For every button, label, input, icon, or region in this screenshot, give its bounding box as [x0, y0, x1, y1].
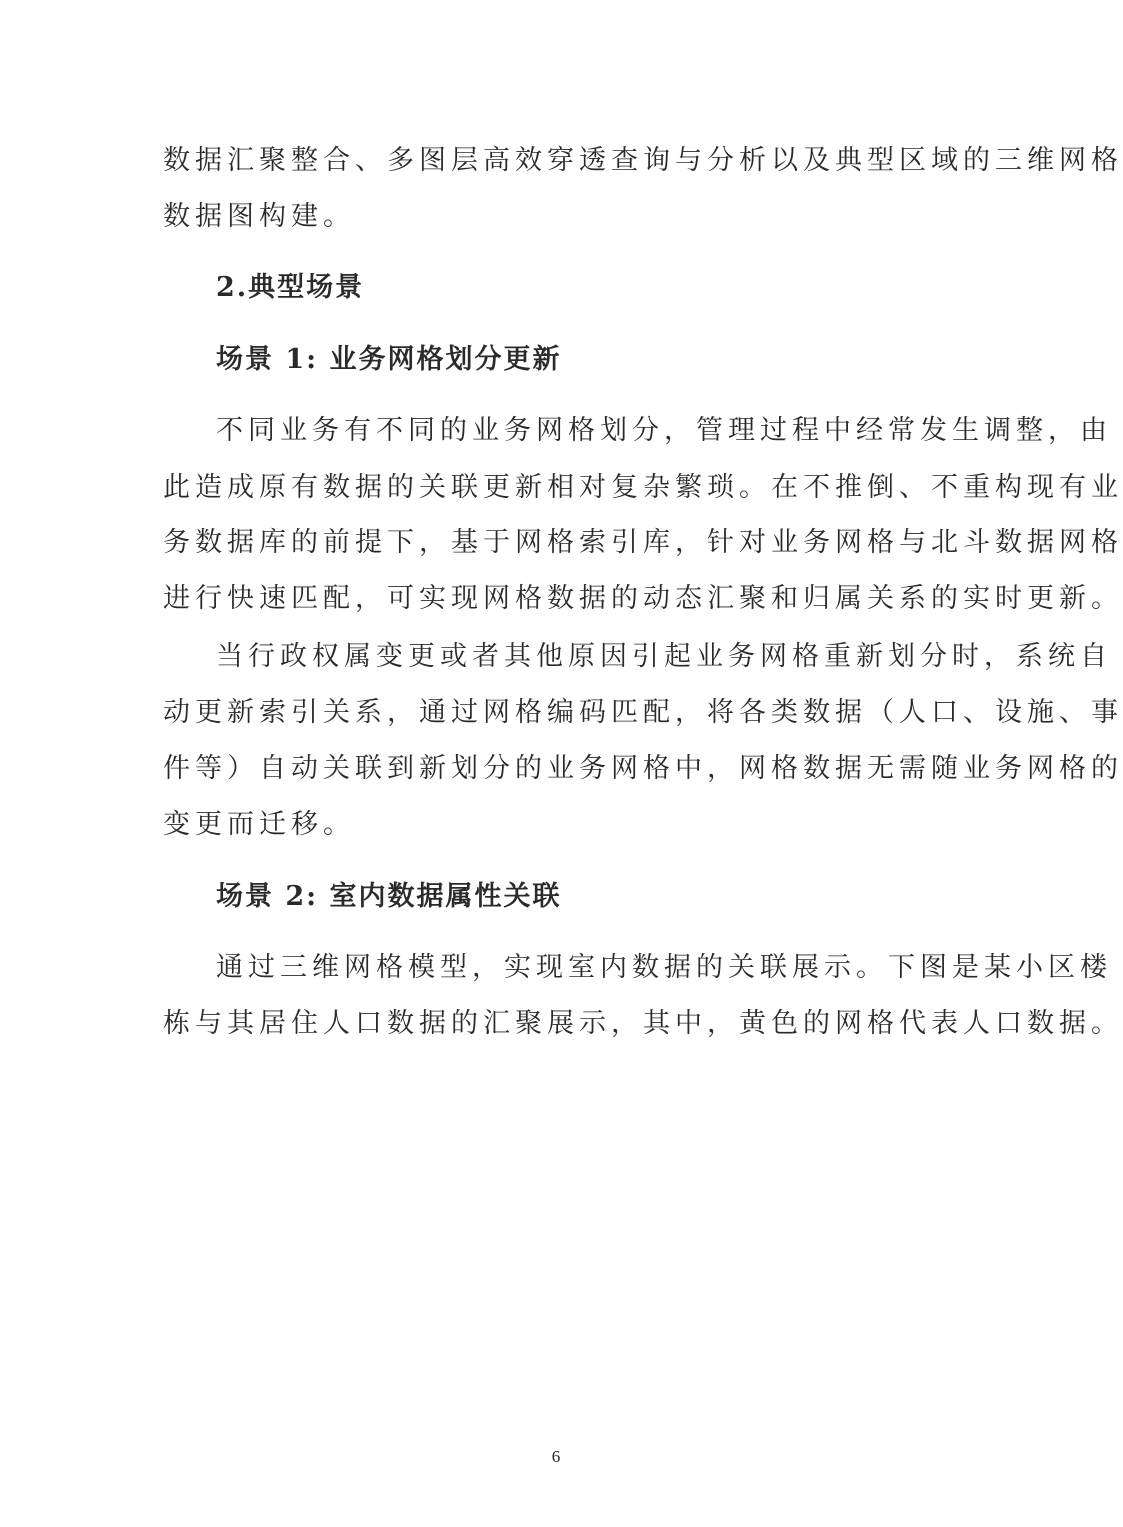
- scenario-1-paragraph-2-line-2: 动更新索引关系，通过网格编码匹配，将各类数据（人口、设施、事: [163, 697, 1123, 728]
- scenario-1-paragraph-1-line-4: 进行快速匹配，可实现网格数据的动态汇聚和归属关系的实时更新。: [163, 583, 1123, 614]
- page-number: 6: [551, 1447, 561, 1466]
- intro-paragraph-line-1: 数据汇聚整合、多图层高效穿透查询与分析以及典型区域的三维网格: [163, 145, 1123, 176]
- scenario-2-heading: 场景 2: 室内数据属性关联: [216, 881, 562, 912]
- scenario-2-paragraph-line-2: 栋与其居住人口数据的汇聚展示，其中，黄色的网格代表人口数据。: [163, 1008, 1123, 1039]
- scenario-2-paragraph-line-1: 通过三维网格模型，实现室内数据的关联展示。下图是某小区楼: [216, 952, 1112, 983]
- scenario-1-paragraph-1-line-2: 此造成原有数据的关联更新相对复杂繁琐。在不推倒、不重构现有业: [163, 472, 1123, 503]
- scenario-1-paragraph-2-line-4: 变更而迁移。: [163, 809, 355, 840]
- scenario-1-paragraph-2-line-1: 当行政权属变更或者其他原因引起业务网格重新划分时，系统自: [216, 641, 1112, 672]
- scenario-1-heading: 场景 1: 业务网格划分更新: [216, 344, 562, 375]
- scenario-1-paragraph-1-line-3: 务数据库的前提下，基于网格索引库，针对业务网格与北斗数据网格: [163, 527, 1123, 558]
- scenario-1-paragraph-1-line-1: 不同业务有不同的业务网格划分，管理过程中经常发生调整，由: [216, 415, 1112, 446]
- intro-paragraph-line-2: 数据图构建。: [163, 201, 355, 232]
- scenario-1-paragraph-2-line-3: 件等）自动关联到新划分的业务网格中，网格数据无需随业务网格的: [163, 753, 1123, 784]
- section-heading: 2.典型场景: [216, 272, 365, 303]
